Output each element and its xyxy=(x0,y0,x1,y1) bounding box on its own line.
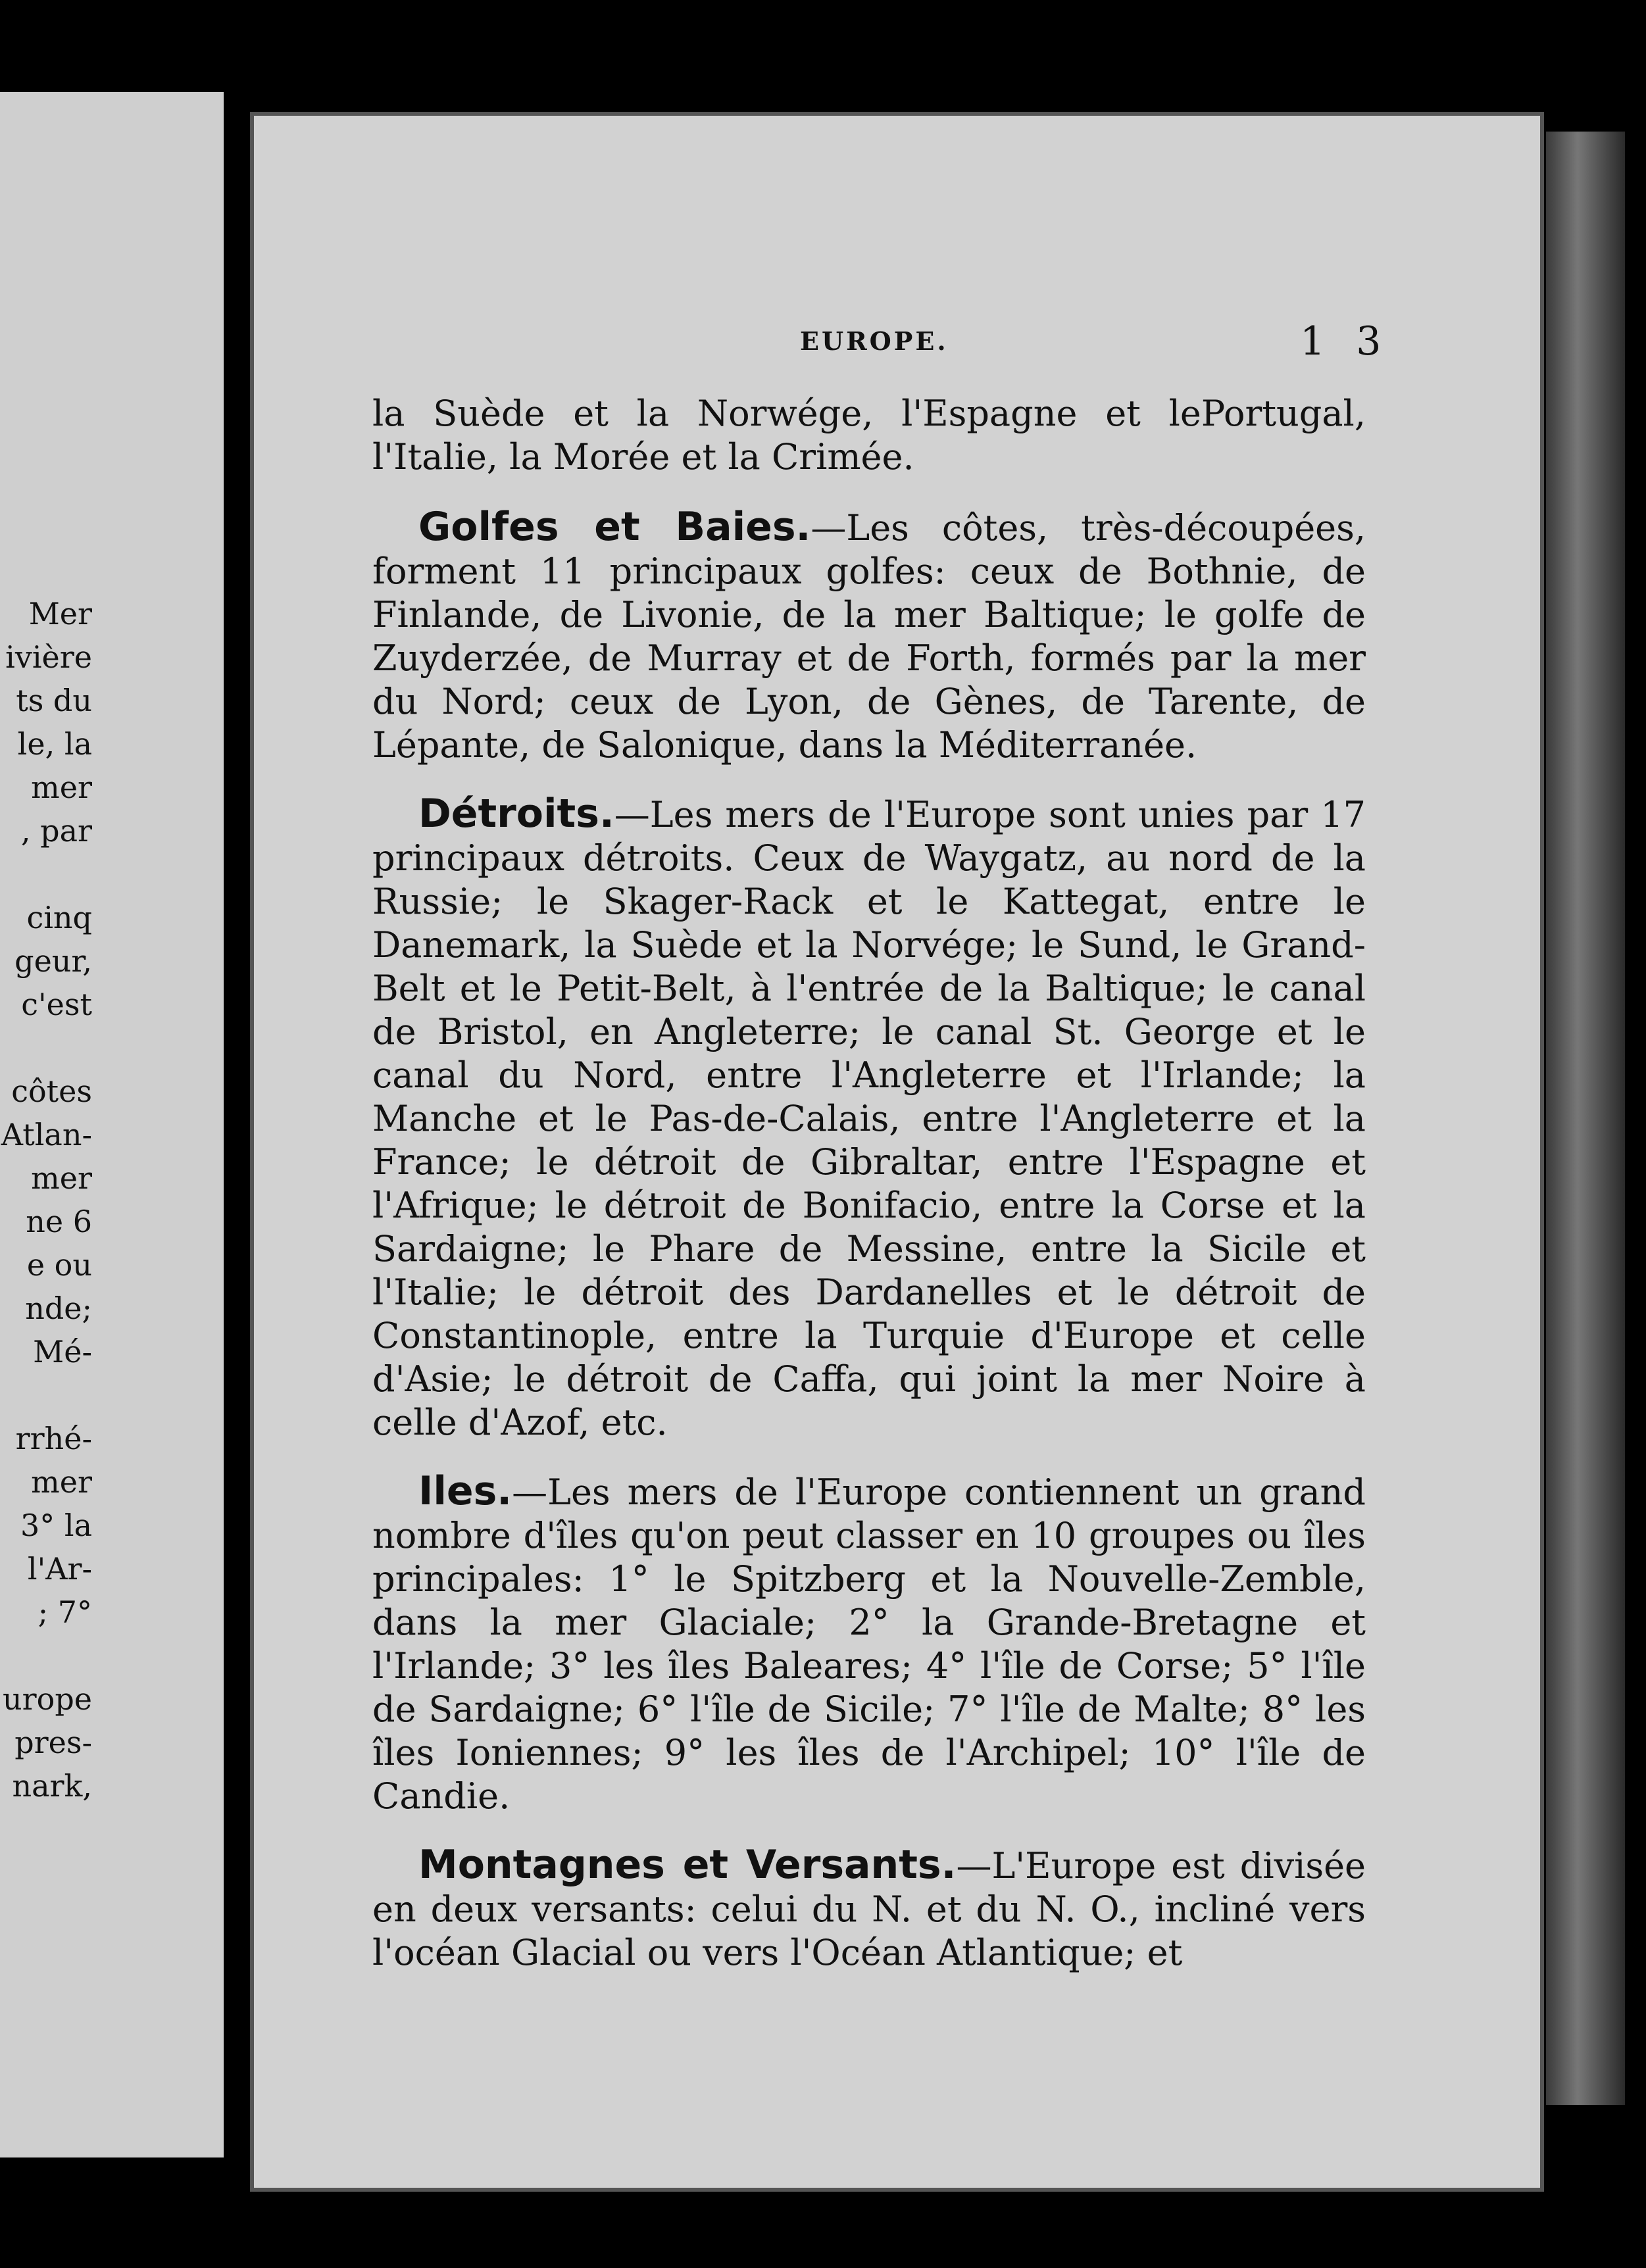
facing-page-text xyxy=(0,592,92,1808)
facing-page-line xyxy=(0,1026,92,1070)
facing-page-line: mer xyxy=(31,1464,92,1500)
section-iles xyxy=(372,1469,1366,1818)
facing-page-line: Atlan- xyxy=(1,1117,92,1152)
intro-paragraph: la Suède et la Norwége, l'Espagne et lePortugal, l'Italie, la Morée et la Crimée. xyxy=(372,393,1366,478)
facing-page-line: , par xyxy=(20,813,92,849)
facing-page-line: l'Ar- xyxy=(27,1551,92,1587)
facing-page-line: mer xyxy=(31,770,92,805)
facing-page-line: ts du xyxy=(16,683,92,718)
facing-page-line xyxy=(0,1373,92,1417)
facing-page-line: e ou xyxy=(26,1247,92,1283)
section-title: Golfes et Baies. xyxy=(418,504,811,550)
facing-page-line: Mé- xyxy=(33,1334,92,1369)
facing-page-line: cinq xyxy=(26,900,92,935)
section-golfes xyxy=(372,505,1366,767)
facing-page-fragment xyxy=(0,92,224,2157)
running-title: EUROPE. xyxy=(800,326,949,356)
section-detroits xyxy=(372,792,1366,1444)
section-body: —Les mers de l'Europe contiennent un grand nombre d'îles qu'on peut classer en 10 groupes ou îles principales: 1° le Spitzberg et la Nouvelle-Zemble, dans la mer Glaciale; 2° la Grande-Bretagne et l'Irlande; 3° les îles Baleares; 4° l'île de Corse; 5° l'île de Sardaigne; 6° l'île de Sicile; 7° l'île de Malte; 8° les îles Ioniennes; 9° les îles de l'Archipel; 10° l'île de Candie. xyxy=(372,1471,1366,1817)
page-body xyxy=(372,392,1366,2000)
book-page xyxy=(250,112,1544,2192)
facing-page-line: nark, xyxy=(12,1768,92,1804)
facing-page-line: geur, xyxy=(14,943,92,979)
section-title: Montagnes et Versants. xyxy=(418,1842,957,1888)
facing-page-line: rrhé- xyxy=(15,1421,92,1456)
book-spine xyxy=(1546,132,1625,2105)
facing-page-line: ne 6 xyxy=(26,1204,92,1239)
section-title: Détroits. xyxy=(418,791,614,837)
facing-page-line xyxy=(0,852,92,896)
page-number: 1 3 xyxy=(1300,318,1391,364)
facing-page-line: Mer xyxy=(28,596,92,631)
section-montagnes xyxy=(372,1843,1366,1975)
facing-page-line: 3° la xyxy=(20,1508,92,1543)
section-body: —Les mers de l'Europe sont unies par 17 principaux détroits. Ceux de Waygatz, au nord de la Russie; le Skager-Rack et le Kattegat, entre le Danemark, la Suède et la Norvége; le Sund, le Grand-Belt et le Petit-Belt, à l'entrée de la Baltique; le canal de Bristol, en Angleterre; le canal St. George et le canal du Nord, entre l'Angleterre et l'Irlande; la Manche et le Pas-de-Calais, entre l'Angleterre et la France; le détroit de Gibraltar, entre l'Espagne et l'Afrique; le détroit de Bonifacio, entre la Corse et la Sardaigne; le Phare de Messine, entre la Sicile et l'Italie; le détroit des Dardanelles et le détroit de Constantinople, entre la Turquie d'Europe et celle d'Asie; le détroit de Caffa, qui joint la mer Noire à celle d'Azof, etc. xyxy=(372,794,1366,1443)
facing-page-line: côtes xyxy=(11,1073,92,1109)
facing-page-line: ivière xyxy=(5,639,92,675)
facing-page-line: ; 7° xyxy=(37,1594,92,1630)
facing-page-line xyxy=(0,1634,92,1677)
section-body: —Les côtes, très-découpées, forment 11 principaux golfes: ceux de Bothnie, de Finlande, de Livonie, de la mer Baltique; le golfe de Zuyderzée, de Murray et de Forth, formés par la mer du Nord; ceux de Lyon, de Gènes, de Tarente, de Lépante, de Salonique, dans la Méditerranée. xyxy=(372,507,1366,766)
facing-page-line: mer xyxy=(31,1160,92,1196)
section-body: —L'Europe est divisée en deux versants: celui du N. et du N. O., incliné vers l'océan Glacial ou vers l'Océan Atlantique; et xyxy=(372,1845,1366,1973)
section-title: Iles. xyxy=(418,1468,512,1514)
facing-page-line: c'est xyxy=(21,987,92,1022)
facing-page-line: nde; xyxy=(25,1291,92,1326)
facing-page-line: le, la xyxy=(17,726,92,762)
facing-page-line: urope xyxy=(3,1681,92,1717)
facing-page-line: pres- xyxy=(14,1725,92,1760)
